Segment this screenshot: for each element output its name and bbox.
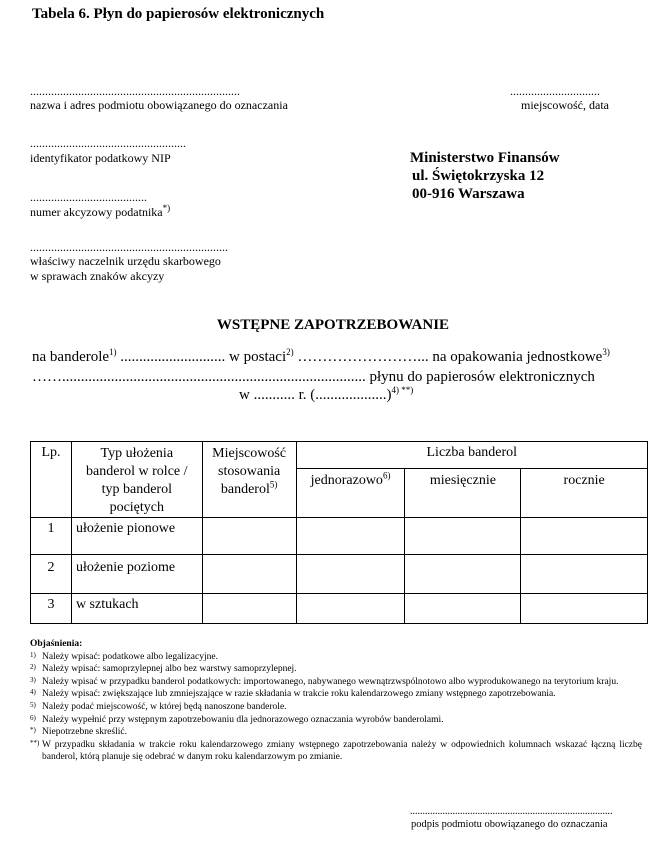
cell-yearly[interactable] xyxy=(521,594,648,624)
header-type: Typ ułożenia banderol w rolce / typ banderol pociętych xyxy=(71,442,202,518)
header-once: jednorazowo$^{6)}$ xyxy=(296,469,405,518)
row-type: ułożenie pionowe xyxy=(71,518,202,555)
note-item: 6) Należy wypełnić przy wstępnym zapotrzebowaniu dla jednorazowego oznaczania wyrobów banderolami. xyxy=(30,713,444,725)
excise-number-dots[interactable]: ....................................... xyxy=(30,190,147,204)
tax-office-label-line1: właściwy naczelnik urzędu skarbowego xyxy=(30,254,221,268)
ministry-street: ul. Świętokrzyska 12 xyxy=(412,168,545,184)
request-line-3[interactable]: w ........... r. (...................)$^{4) **)}$ xyxy=(239,385,414,403)
cell-place[interactable] xyxy=(202,555,296,594)
cell-monthly[interactable] xyxy=(405,518,521,555)
header-count: Liczba banderol xyxy=(296,442,647,469)
row-type: ułożenie poziome xyxy=(71,555,202,594)
table-row xyxy=(31,555,648,594)
cell-yearly[interactable] xyxy=(521,555,648,594)
header-lp: Lp. xyxy=(31,442,72,518)
cell-once[interactable] xyxy=(296,555,405,594)
request-table xyxy=(30,441,648,624)
signature-dots[interactable]: ................................................................................. xyxy=(410,806,613,817)
note-item: **) W przypadku składania w trakcie roku kalendarzowego zmiany wstępnego zapotrzebowania należy w odpowiednich kolumnach wskazać łączną liczbę banderol, którą planuje się odebrać w danym roku kalendarzowym po zmianie. xyxy=(30,738,642,763)
tax-office-label-line2: w sprawach znaków akcyzy xyxy=(30,269,165,283)
ministry-name: Ministerstwo Finansów xyxy=(410,150,560,166)
table-row xyxy=(31,594,648,624)
note-item: *) Niepotrzebne skreślić. xyxy=(30,726,127,738)
page-heading: WSTĘPNE ZAPOTRZEBOWANIE xyxy=(216,317,450,333)
request-line-1[interactable]: na banderole$^{1)}$ ............................ w postaci$^{2)}$ ……………………... na opakowania jednostkowe$^{3)}$ xyxy=(32,347,610,365)
cell-monthly[interactable] xyxy=(405,594,521,624)
table-row xyxy=(31,518,648,555)
cell-once[interactable] xyxy=(296,518,405,555)
cell-monthly[interactable] xyxy=(405,555,521,594)
row-type: w sztukach xyxy=(71,594,202,624)
note-item: 2) Należy wpisać: samoprzylepnej albo bez warstwy samoprzylepnej. xyxy=(30,663,297,675)
ministry-city: 00-916 Warszawa xyxy=(412,186,525,202)
excise-number-label: numer akcyzowy podatnika*) xyxy=(30,203,171,219)
name-address-dots[interactable]: ...................................................................... xyxy=(30,84,240,98)
row-lp: 3 xyxy=(31,594,72,624)
place-date-label: miejscowość, data xyxy=(521,98,609,112)
row-lp: 1 xyxy=(31,518,72,555)
signature-label: podpis podmiotu obowiązanego do oznaczania xyxy=(411,819,608,830)
row-lp: 2 xyxy=(31,555,72,594)
tax-office-dots[interactable]: .................................................................. xyxy=(30,240,228,254)
header-monthly: miesięcznie xyxy=(405,469,521,518)
place-date-dots[interactable]: .............................. xyxy=(510,84,600,98)
cell-yearly[interactable] xyxy=(521,518,648,555)
name-address-label: nazwa i adres podmiotu obowiązanego do oznaczania xyxy=(30,98,288,112)
nip-dots[interactable]: .................................................... xyxy=(30,136,186,150)
header-yearly: rocznie xyxy=(521,469,648,518)
notes-section xyxy=(30,638,642,764)
request-line-2[interactable]: ……................................................................................. płynu do papierosów elektronicznych xyxy=(32,369,595,385)
cell-place[interactable] xyxy=(202,518,296,555)
notes-title: Objaśnienia: xyxy=(30,639,83,649)
note-item: 4) Należy wpisać: zwiększające lub zmniejszające w razie składania w trakcie roku kalendarzowego zmiany wstępnego zapotrzebowania. xyxy=(30,688,556,700)
document-title: Tabela 6. Płyn do papierosów elektronicznych xyxy=(32,6,325,22)
note-item: 3) Należy wpisać w przypadku banderol podatkowych: importowanego, nabywanego wewnątrzwspólnotowo albo wyprodukowanego na terytorium kraju. xyxy=(30,675,619,687)
nip-label: identyfikator podatkowy NIP xyxy=(30,151,171,165)
header-place: Miejscowość stosowania banderol$^{5)}$ xyxy=(202,442,296,518)
cell-place[interactable] xyxy=(202,594,296,624)
cell-once[interactable] xyxy=(296,594,405,624)
note-item: 5) Należy podać miejscowość, w której będą nanoszone banderole. xyxy=(30,700,287,712)
note-item: 1) Należy wpisać: podatkowe albo legalizacyjne. xyxy=(30,650,218,662)
